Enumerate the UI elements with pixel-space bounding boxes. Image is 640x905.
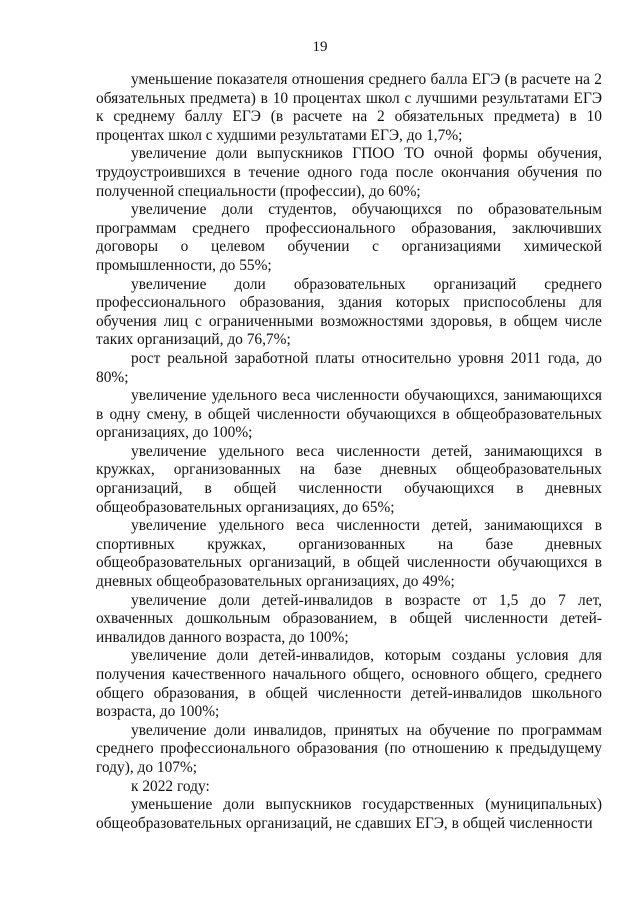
paragraph-school-clubs: увеличение удельного веса численности детей, занимающихся в кружках, организованных на базе дневных общеобразовательных организаций, в общей численности обучающихся в дневных общеобразовательных организациях, до 65%; xyxy=(96,442,602,516)
paragraph-targeted-training: увеличение доли студентов, обучающихся по образовательным программам среднего профессионального образования, заключивших договоры о целевом обучении с организациями химической промышленности, до 55%; xyxy=(96,201,602,274)
paragraph-year-2022-heading: к 2022 году: xyxy=(131,777,210,795)
page-number: 19 xyxy=(312,39,328,55)
paragraph-real-wage-growth: рост реальной заработной платы относительно уровня 2011 года, до 80%; xyxy=(96,349,602,386)
paragraph-accessible-buildings: увеличение доли образовательных организаций среднего профессионального образования, здания которых приспособлены для обучения лиц с ограниченными возможностями здоровья, в общем числе таких организаций, до 76,7%; xyxy=(96,275,602,349)
paragraph-graduate-employment: увеличение доли выпускников ГПОО ТО очной формы обучения, трудоустроившихся в течение одного года после окончания обучения по полученной специальности (профессии), до 60%; xyxy=(96,145,602,200)
paragraph-preschool-disabled: увеличение доли детей-инвалидов в возрасте от 1,5 до 7 лет, охваченных дошкольным образованием, в общей численности детей-инвалидов данного возраста, до 100%; xyxy=(96,591,602,646)
paragraph-sport-clubs: увеличение удельного веса численности детей, занимающихся в спортивных кружках, организованных на базе дневных общеобразовательных организаций, в общей численности обучающихся в дневных общеобразовательных организациях, до 49%; xyxy=(96,517,602,591)
document-body xyxy=(96,71,602,833)
paragraph-ege-score-ratio: уменьшение показателя отношения среднего балла ЕГЭ (в расчете на 2 обязательных предмета) в 10 процентах школ с лучшими результатами ЕГЭ к среднему баллу ЕГЭ (в расчете на 2 обязательных предмета) в 10 процентах школ с худшими результатами ЕГЭ, до 1,7%; xyxy=(96,71,602,144)
paragraph-education-conditions-disabled: увеличение доли детей-инвалидов, которым созданы условия для получения качественного начального общего, основного общего, среднего общего образования, в общей численности детей-инвалидов школьного возраста, до 100%; xyxy=(96,647,602,721)
paragraph-ege-failures: уменьшение доли выпускников государственных (муниципальных) общеобразовательных организаций, не сдавших ЕГЭ, в общей численности xyxy=(96,796,602,832)
paragraph-single-shift: увеличение удельного веса численности обучающихся, занимающихся в одну смену, в общей численности обучающихся в общеобразовательных организациях, до 100%; xyxy=(96,387,602,442)
paragraph-vocational-disabled: увеличение доли инвалидов, принятых на обучение по программам среднего профессионального образования (по отношению к предыдущему году), до 107%; xyxy=(96,721,602,776)
